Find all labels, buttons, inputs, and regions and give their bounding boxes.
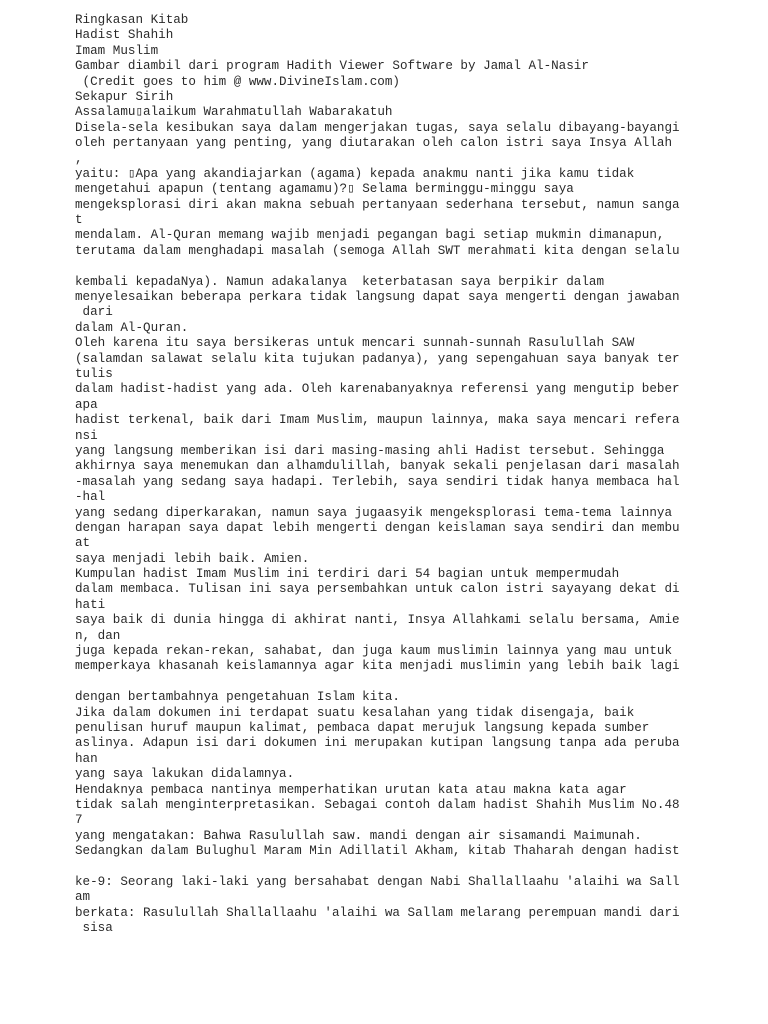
text-line: yang saya lakukan didalamnya. [75,767,295,782]
text-line: tulis [75,366,113,381]
text-line: yaitu: ▯Apa yang akandiajarkan (agama) kepada anakmu nanti jika kamu tidak [75,166,635,181]
text-line: Gambar diambil dari program Hadith Viewer Software by Jamal Al-Nasir [75,59,589,74]
text-line: yang mengatakan: Bahwa Rasulullah saw. mandi dengan air sisamandi Maimunah. [75,828,642,843]
text-line: Oleh karena itu saya bersikeras untuk mencari sunnah-sunnah Rasulullah SAW [75,336,635,351]
text-line [75,859,765,874]
text-line: mengeksplorasi diri akan makna sebuah pertanyaan sederhana tersebut, namun sanga [75,197,680,212]
text-line [75,259,765,274]
text-line: at [75,536,91,551]
document-text [75,13,765,936]
text-line: Disela-sela kesibukan saya dalam mengerjakan tugas, saya selalu dibayang-bayangi [75,120,680,135]
text-line: memperkaya khasanah keislamannya agar kita menjadi muslimin yang lebih baik lagi [75,659,680,674]
text-line: dengan bertambahnya pengetahuan Islam kita. [75,690,400,705]
text-line: Sekapur Sirih [75,89,174,104]
text-line: Hadist Shahih [75,28,174,43]
text-line: -hal [75,490,106,505]
text-line: am [75,890,91,905]
text-line: tidak salah menginterpretasikan. Sebagai contoh dalam hadist Shahih Muslim No.48 [75,797,680,812]
text-line: hati [75,597,106,612]
text-line: t [75,213,83,228]
text-line: akhirnya saya menemukan dan alhamdulillah, banyak sekali penjelasan dari masalah [75,459,680,474]
text-line: 7 [75,813,83,828]
text-line: kembali kepadaNya). Namun adakalanya keterbatasan saya berpikir dalam [75,274,605,289]
text-line: Imam Muslim [75,43,159,58]
text-line: saya menjadi lebih baik. Amien. [75,551,310,566]
text-line: oleh pertanyaan yang penting, yang diutarakan oleh calon istri saya Insya Allah [75,136,673,151]
text-line: aslinya. Adapun isi dari dokumen ini merupakan kutipan langsung tanpa ada peruba [75,736,680,751]
text-line: juga kepada rekan-rekan, sahabat, dan juga kaum muslimin lainnya yang mau untuk [75,644,673,659]
text-line: penulisan huruf maupun kalimat, pembaca dapat merujuk langsung kepada sumber [75,720,650,735]
text-line: ke-9: Seorang laki-laki yang bersahabat dengan Nabi Shallallaahu 'alaihi wa Sall [75,874,680,889]
text-line: dalam membaca. Tulisan ini saya persembahkan untuk calon istri sayayang dekat di [75,582,680,597]
text-line [75,675,765,690]
text-line: n, dan [75,628,121,643]
text-line: Sedangkan dalam Bulughul Maram Min Adillatil Akham, kitab Thaharah dengan hadist [75,844,680,859]
text-line: apa [75,397,98,412]
text-line: dari [75,305,113,320]
text-line: berkata: Rasulullah Shallallaahu 'alaihi wa Sallam melarang perempuan mandi dari [75,905,680,920]
text-line: han [75,751,98,766]
text-line: hadist terkenal, baik dari Imam Muslim, maupun lainnya, maka saya mencari refera [75,413,680,428]
text-line: mengetahui apapun (tentang agamamu)?▯ Selama berminggu-minggu saya [75,182,574,197]
text-line: -masalah yang sedang saya hadapi. Terlebih, saya sendiri tidak hanya membaca hal [75,474,680,489]
text-line: nsi [75,428,98,443]
text-line: mendalam. Al-Quran memang wajib menjadi pegangan bagi setiap mukmin dimanapun, [75,228,665,243]
text-line: Jika dalam dokumen ini terdapat suatu kesalahan yang tidak disengaja, baik [75,705,635,720]
text-line: sisa [75,921,113,936]
text-line: yang sedang diperkarakan, namun saya jugaasyik mengeksplorasi tema-tema lainnya [75,505,673,520]
text-line: dalam hadist-hadist yang ada. Oleh karenabanyaknya referensi yang mengutip beber [75,382,680,397]
text-line: yang langsung memberikan isi dari masing-masing ahli Hadist tersebut. Sehingga [75,443,665,458]
text-line: saya baik di dunia hingga di akhirat nanti, Insya Allahkami selalu bersama, Amie [75,613,680,628]
text-line: (salamdan salawat selalu kita tujukan padanya), yang sepengahuan saya banyak ter [75,351,680,366]
text-line: Kumpulan hadist Imam Muslim ini terdiri dari 54 bagian untuk mempermudah [75,567,620,582]
text-line: , [75,151,83,166]
text-line: menyelesaikan beberapa perkara tidak langsung dapat saya mengerti dengan jawaban [75,290,680,305]
text-line: terutama dalam menghadapi masalah (semoga Allah SWT merahmati kita dengan selalu [75,243,680,258]
text-line: Assalamu▯alaikum Warahmatullah Wabarakatuh [75,105,393,120]
text-line: Hendaknya pembaca nantinya memperhatikan urutan kata atau makna kata agar [75,782,627,797]
text-line: Ringkasan Kitab [75,13,189,27]
text-line: dengan harapan saya dapat lebih mengerti dengan keislaman saya sendiri dan membu [75,520,680,535]
text-line: dalam Al-Quran. [75,320,189,335]
text-line: (Credit goes to him @ www.DivineIslam.com) [75,74,400,89]
